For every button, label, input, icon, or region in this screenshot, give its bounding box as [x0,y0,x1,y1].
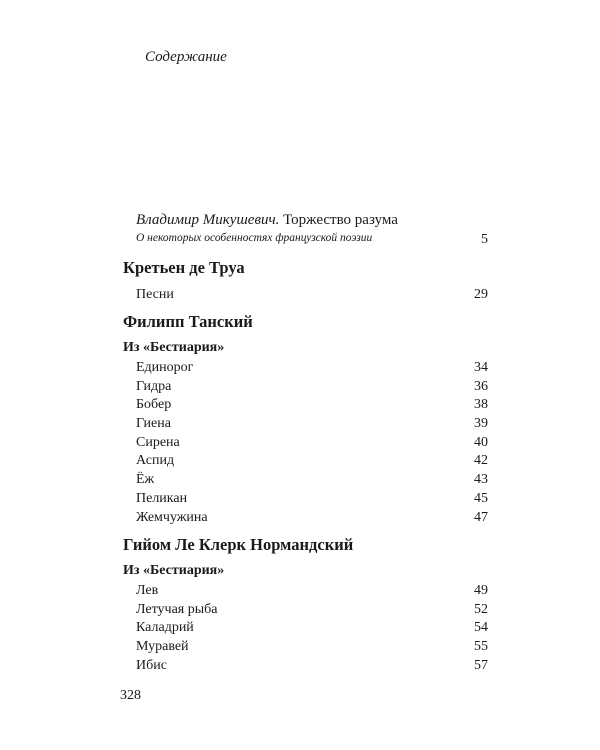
entry-title: Аспид [136,453,175,469]
entry-page: 29 [474,287,488,302]
entry-title: Лев [136,583,159,598]
toc-entry [123,452,488,471]
toc-entry [123,490,488,509]
section-philippe [123,312,488,527]
entry-page: 52 [474,601,488,617]
entry-page: 42 [474,453,488,469]
section-author: Кретьен де Труа [123,258,245,277]
toc-entry [123,286,488,305]
section-subheading: Из «Бестиария» [123,340,225,355]
toc-entry [123,582,488,601]
entry-page: 40 [474,434,488,450]
toc-entry [123,396,488,415]
intro-subtitle-line [136,232,488,248]
page-number: 328 [120,688,141,703]
entry-title: Единорог [136,360,194,375]
intro-title-line [136,212,488,229]
section-subheading: Из «Бестиария» [123,563,225,578]
entry-title: Жемчужина [136,509,208,525]
intro-subtitle: О некоторых особенностях французской поэзии [136,232,373,244]
intro-entry [136,212,488,248]
entry-title: Каладрий [136,620,194,636]
entry-page: 34 [474,360,488,375]
entry-title: Ибис [136,657,167,673]
contents-heading: Содержание [145,49,227,65]
entry-page: 45 [474,490,488,506]
entry-page: 36 [474,378,488,394]
intro-title: Торжество разума [283,212,398,228]
section-guillaume [123,535,488,675]
entry-title: Ёж [136,472,155,488]
entry-page: 38 [474,397,488,413]
section-chretien [123,258,488,305]
entry-title: Сирена [136,434,180,450]
entry-page: 43 [474,472,488,488]
entry-title: Бобер [136,397,172,413]
section-author: Филипп Танский [123,312,253,331]
entry-page: 57 [474,657,488,673]
toc-entry [123,619,488,638]
entry-page: 54 [474,620,488,636]
entry-title: Летучая рыба [136,601,218,617]
toc-entry [123,415,488,434]
entry-page: 47 [474,509,488,525]
intro-page-number: 5 [481,232,488,247]
intro-author: Владимир Микушевич. [136,212,280,228]
toc-entry [123,359,488,378]
section-author: Гийом Ле Клерк Нормандский [123,535,354,554]
entry-page: 55 [474,639,488,655]
entry-page: 39 [474,416,488,432]
entry-title: Песни [136,287,174,302]
toc-entry [123,434,488,453]
entry-title: Пеликан [136,490,188,506]
toc-entry [123,378,488,397]
toc-entry [123,471,488,490]
toc-entry [123,601,488,620]
toc-entry [123,657,488,676]
entry-page: 49 [474,583,488,598]
entry-title: Муравей [136,639,189,655]
toc-entry [123,638,488,657]
toc-entry [123,509,488,528]
entry-title: Гиена [136,416,171,432]
entry-title: Гидра [136,378,172,394]
